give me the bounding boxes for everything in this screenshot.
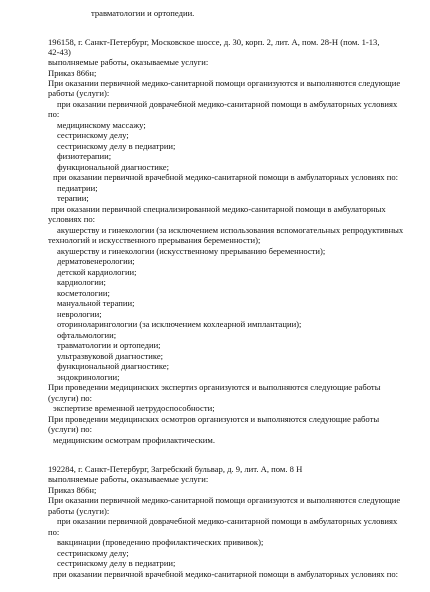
doc-line: мануальной терапии; [57,298,135,308]
doc-line: косметологии; [57,288,110,298]
doc-line: по: [48,109,60,119]
doc-line: функциональной диагностике; [57,162,170,172]
doc-line: детской кардиологии; [57,267,137,277]
doc-line: работы (услуги): [48,506,110,516]
doc-line: терапии; [57,193,89,203]
doc-line: неврологии; [57,309,102,319]
doc-line: педиатрии; [57,183,98,193]
doc-line: работы (услуги): [48,88,110,98]
doc-line: травматологии и ортопедии. [91,8,195,18]
doc-line: экспертизе временной нетрудоспособности; [53,403,215,413]
doc-line: При оказании первичной медико-санитарной помощи организуются и выполняются следующие [48,78,401,88]
doc-line: 192284, г. Санкт-Петербург, Загребский бульвар, д. 9, лит. А, пом. 8 Н [48,464,303,474]
doc-line: при оказании первичной врачебной медико-санитарной помощи в амбулаторных условиях по: [53,569,399,579]
doc-line: при оказании первичной специализированной медико-санитарной помощи в амбулаторных [51,204,386,214]
doc-line: вакцинации (проведению профилактических прививок); [57,537,264,547]
doc-line: функциональной диагностике; [57,361,170,371]
doc-line: Приказ 866н; [48,68,97,78]
doc-line: технологий и искусственного прерывания беременности); [48,235,261,245]
doc-line: выполняемые работы, оказываемые услуги: [48,474,209,484]
doc-line: травматологии и ортопедии; [57,340,161,350]
doc-line: условиях по: [48,214,96,224]
doc-line: сестринскому делу в педиатрии; [57,558,176,568]
doc-line: по: [48,527,60,537]
doc-line: при оказании первичной доврачебной медико-санитарной помощи в амбулаторных условиях [57,516,398,526]
doc-line: при оказании первичной доврачебной медико-санитарной помощи в амбулаторных условиях [57,99,398,109]
doc-line: Приказ 866н; [48,485,97,495]
doc-line: ультразвуковой диагностике; [57,351,164,361]
doc-line: физиотерапии; [57,151,112,161]
doc-line: (услуги) по: [48,424,92,434]
doc-line: При проведении медицинских осмотров организуются и выполняются следующие работы [48,414,380,424]
doc-line: при оказании первичной врачебной медико-санитарной помощи в амбулаторных условиях по: [53,172,399,182]
doc-line: офтальмологии; [57,330,117,340]
doc-line: акушерству и гинекологии (искусственному прерыванию беременности); [57,246,326,256]
doc-line: дерматовенерологии; [57,256,135,266]
doc-line: оториноларингологии (за исключением кохлеарной имплантации); [57,319,302,329]
doc-line: медицинскому массажу; [57,120,146,130]
doc-line: При оказании первичной медико-санитарной помощи организуются и выполняются следующие [48,495,401,505]
doc-line: акушерству и гинекологии (за исключением использования вспомогательных репродуктивных [57,225,404,235]
doc-line: сестринскому делу; [57,548,129,558]
doc-line: 42-43) [48,47,71,57]
doc-line: эндокринологии; [57,372,120,382]
doc-line: сестринскому делу; [57,130,129,140]
doc-line: кардиологии; [57,277,106,287]
doc-line: выполняемые работы, оказываемые услуги: [48,57,209,67]
doc-line: 196158, г. Санкт-Петербург, Московское шоссе, д. 30, корп. 2, лит. А, пом. 28-Н (пом. 1-13, [48,37,380,47]
doc-line: медицинским осмотрам профилактическим. [53,435,215,445]
doc-line: сестринскому делу в педиатрии; [57,141,176,151]
doc-line: При проведении медицинских экспертиз организуются и выполняются следующие работы [48,382,381,392]
doc-line: (услуги) по: [48,393,92,403]
